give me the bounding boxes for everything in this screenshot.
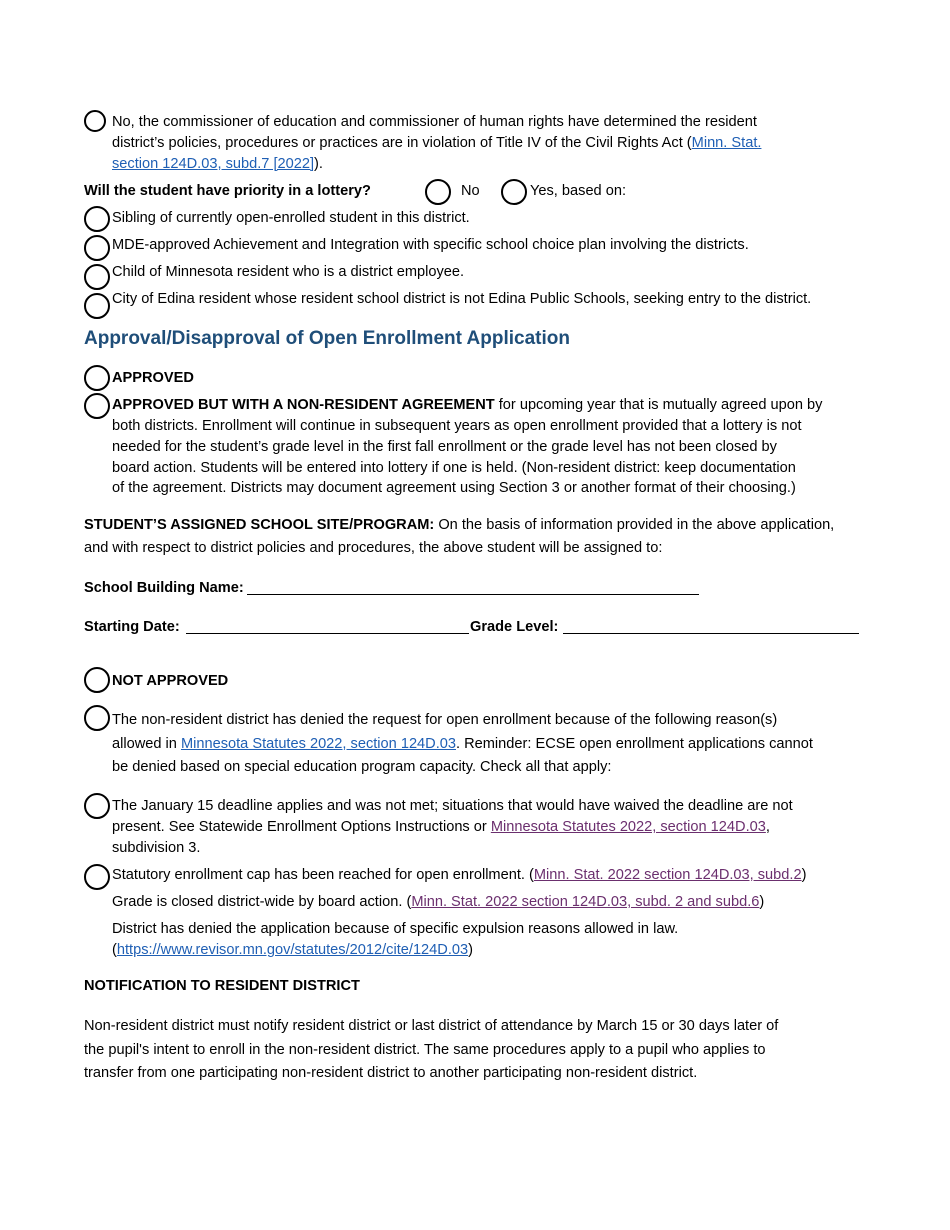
approved-agreement-line2: both districts. Enrollment will continue in subsequent years as open enrollment provided that a lottery is not bbox=[112, 418, 802, 434]
notification-line1: Non-resident district must notify resident district or last district of attendance by March 15 or 30 days later of bbox=[84, 1018, 779, 1034]
lottery-option-sibling: Sibling of currently open-enrolled student in this district. bbox=[112, 210, 470, 226]
grade-closed-link[interactable]: Minn. Stat. 2022 section 124D.03, subd. 2 and subd.6 bbox=[411, 894, 760, 910]
lottery-option-integration-radio[interactable] bbox=[84, 235, 110, 261]
denied-statute-link[interactable]: Minnesota Statutes 2022, section 124D.03 bbox=[180, 736, 456, 752]
lottery-yes-radio[interactable] bbox=[501, 179, 527, 205]
approved-agreement-radio[interactable] bbox=[84, 393, 110, 419]
grade-level-label: Grade Level: bbox=[470, 619, 559, 635]
grade-closed-line: Grade is closed district-wide by board action. (Minn. Stat. 2022 section 124D.03, subd. 2 and subd.6) bbox=[112, 894, 765, 910]
expulsion-statute-link[interactable]: https://www.revisor.mn.gov/statutes/2012/cite/124D.03 bbox=[116, 942, 469, 958]
approved-agreement-line4: board action. Students will be entered into lottery if one is held. (Non-resident district: keep documentation bbox=[112, 460, 796, 476]
civil-rights-line1: No, the commissioner of education and commissioner of human rights have determined the resident bbox=[112, 114, 757, 130]
denied-line3: be denied based on special education program capacity. Check all that apply: bbox=[112, 759, 612, 775]
notification-line3: transfer from one participating non-resident district to another participating non-resident district. bbox=[84, 1065, 698, 1081]
deadline-line3: subdivision 3. bbox=[112, 840, 201, 856]
civil-rights-statute-link-1[interactable]: Minn. Stat. bbox=[691, 135, 762, 151]
grade-level-input[interactable] bbox=[563, 633, 859, 634]
lottery-yes-label: Yes, based on: bbox=[530, 183, 627, 199]
notification-line2: the pupil's intent to enroll in the non-resident district. The same procedures apply to a pupil who applies to bbox=[84, 1042, 766, 1058]
expulsion-line1: District has denied the application because of specific expulsion reasons allowed in law. bbox=[112, 921, 679, 937]
lottery-option-employee: Child of Minnesota resident who is a district employee. bbox=[112, 264, 465, 280]
enrollment-cap-radio[interactable] bbox=[84, 864, 110, 890]
school-building-input[interactable] bbox=[247, 594, 699, 595]
approved-agreement-line1: APPROVED BUT WITH A NON-RESIDENT AGREEMENT for upcoming year that is mutually agreed upon by bbox=[112, 397, 823, 413]
deadline-radio[interactable] bbox=[84, 793, 110, 819]
civil-rights-violation-radio[interactable] bbox=[84, 110, 106, 132]
civil-rights-line2: district’s policies, procedures or practices are in violation of Title IV of the Civil Rights Act (Minn. Stat. bbox=[112, 135, 762, 151]
approved-radio[interactable] bbox=[84, 365, 110, 391]
lottery-option-integration: MDE-approved Achievement and Integration with specific school choice plan involving the districts. bbox=[112, 237, 749, 253]
assignment-line1: STUDENT’S ASSIGNED SCHOOL SITE/PROGRAM: On the basis of information provided in the above application, bbox=[84, 517, 835, 533]
lottery-no-label: No bbox=[461, 183, 480, 199]
lottery-question: Will the student have priority in a lottery? bbox=[84, 183, 371, 199]
civil-rights-line3: section 124D.03, subd.7 [2022]). bbox=[112, 156, 323, 172]
starting-date-label: Starting Date: bbox=[84, 619, 180, 635]
deadline-line1: The January 15 deadline applies and was not met; situations that would have waived the deadline are not bbox=[112, 798, 793, 814]
lottery-option-sibling-radio[interactable] bbox=[84, 206, 110, 232]
approval-section-heading: Approval/Disapproval of Open Enrollment Application bbox=[84, 328, 570, 349]
approved-label: APPROVED bbox=[112, 370, 194, 386]
denied-line2: allowed in Minnesota Statutes 2022, section 124D.03. Reminder: ECSE open enrollment applications cannot bbox=[112, 736, 813, 752]
not-approved-label: NOT APPROVED bbox=[112, 673, 229, 689]
school-building-label: School Building Name: bbox=[84, 580, 244, 596]
assignment-line2: and with respect to district policies and procedures, the above student will be assigned to: bbox=[84, 540, 663, 556]
expulsion-line2: (https://www.revisor.mn.gov/statutes/2012/cite/124D.03) bbox=[112, 942, 473, 958]
not-approved-radio[interactable] bbox=[84, 667, 110, 693]
approved-agreement-line5: of the agreement. Districts may document agreement using Section 3 or another format of their choosing.) bbox=[112, 480, 796, 496]
approved-agreement-line3: needed for the student’s grade level in the first fall enrollment or the grade level has not been closed by bbox=[112, 439, 777, 455]
enrollment-cap-line: Statutory enrollment cap has been reached for open enrollment. (Minn. Stat. 2022 section 124D.03, subd.2) bbox=[112, 867, 807, 883]
notification-heading: NOTIFICATION TO RESIDENT DISTRICT bbox=[84, 978, 360, 994]
starting-date-input[interactable] bbox=[186, 633, 469, 634]
denied-line1: The non-resident district has denied the request for open enrollment because of the following reason(s) bbox=[112, 712, 778, 728]
lottery-option-edina: City of Edina resident whose resident school district is not Edina Public Schools, seeking entry to the district. bbox=[112, 291, 812, 307]
civil-rights-statute-link-2[interactable]: section 124D.03, subd.7 [2022] bbox=[112, 156, 315, 172]
deadline-statute-link[interactable]: Minnesota Statutes 2022, section 124D.03 bbox=[490, 819, 766, 835]
lottery-option-edina-radio[interactable] bbox=[84, 293, 110, 319]
enrollment-cap-link[interactable]: Minn. Stat. 2022 section 124D.03, subd.2 bbox=[533, 867, 802, 883]
lottery-option-employee-radio[interactable] bbox=[84, 264, 110, 290]
denied-reasons-radio[interactable] bbox=[84, 705, 110, 731]
deadline-line2: present. See Statewide Enrollment Options Instructions or Minnesota Statutes 2022, section 124D.03, bbox=[112, 819, 770, 835]
lottery-no-radio[interactable] bbox=[425, 179, 451, 205]
